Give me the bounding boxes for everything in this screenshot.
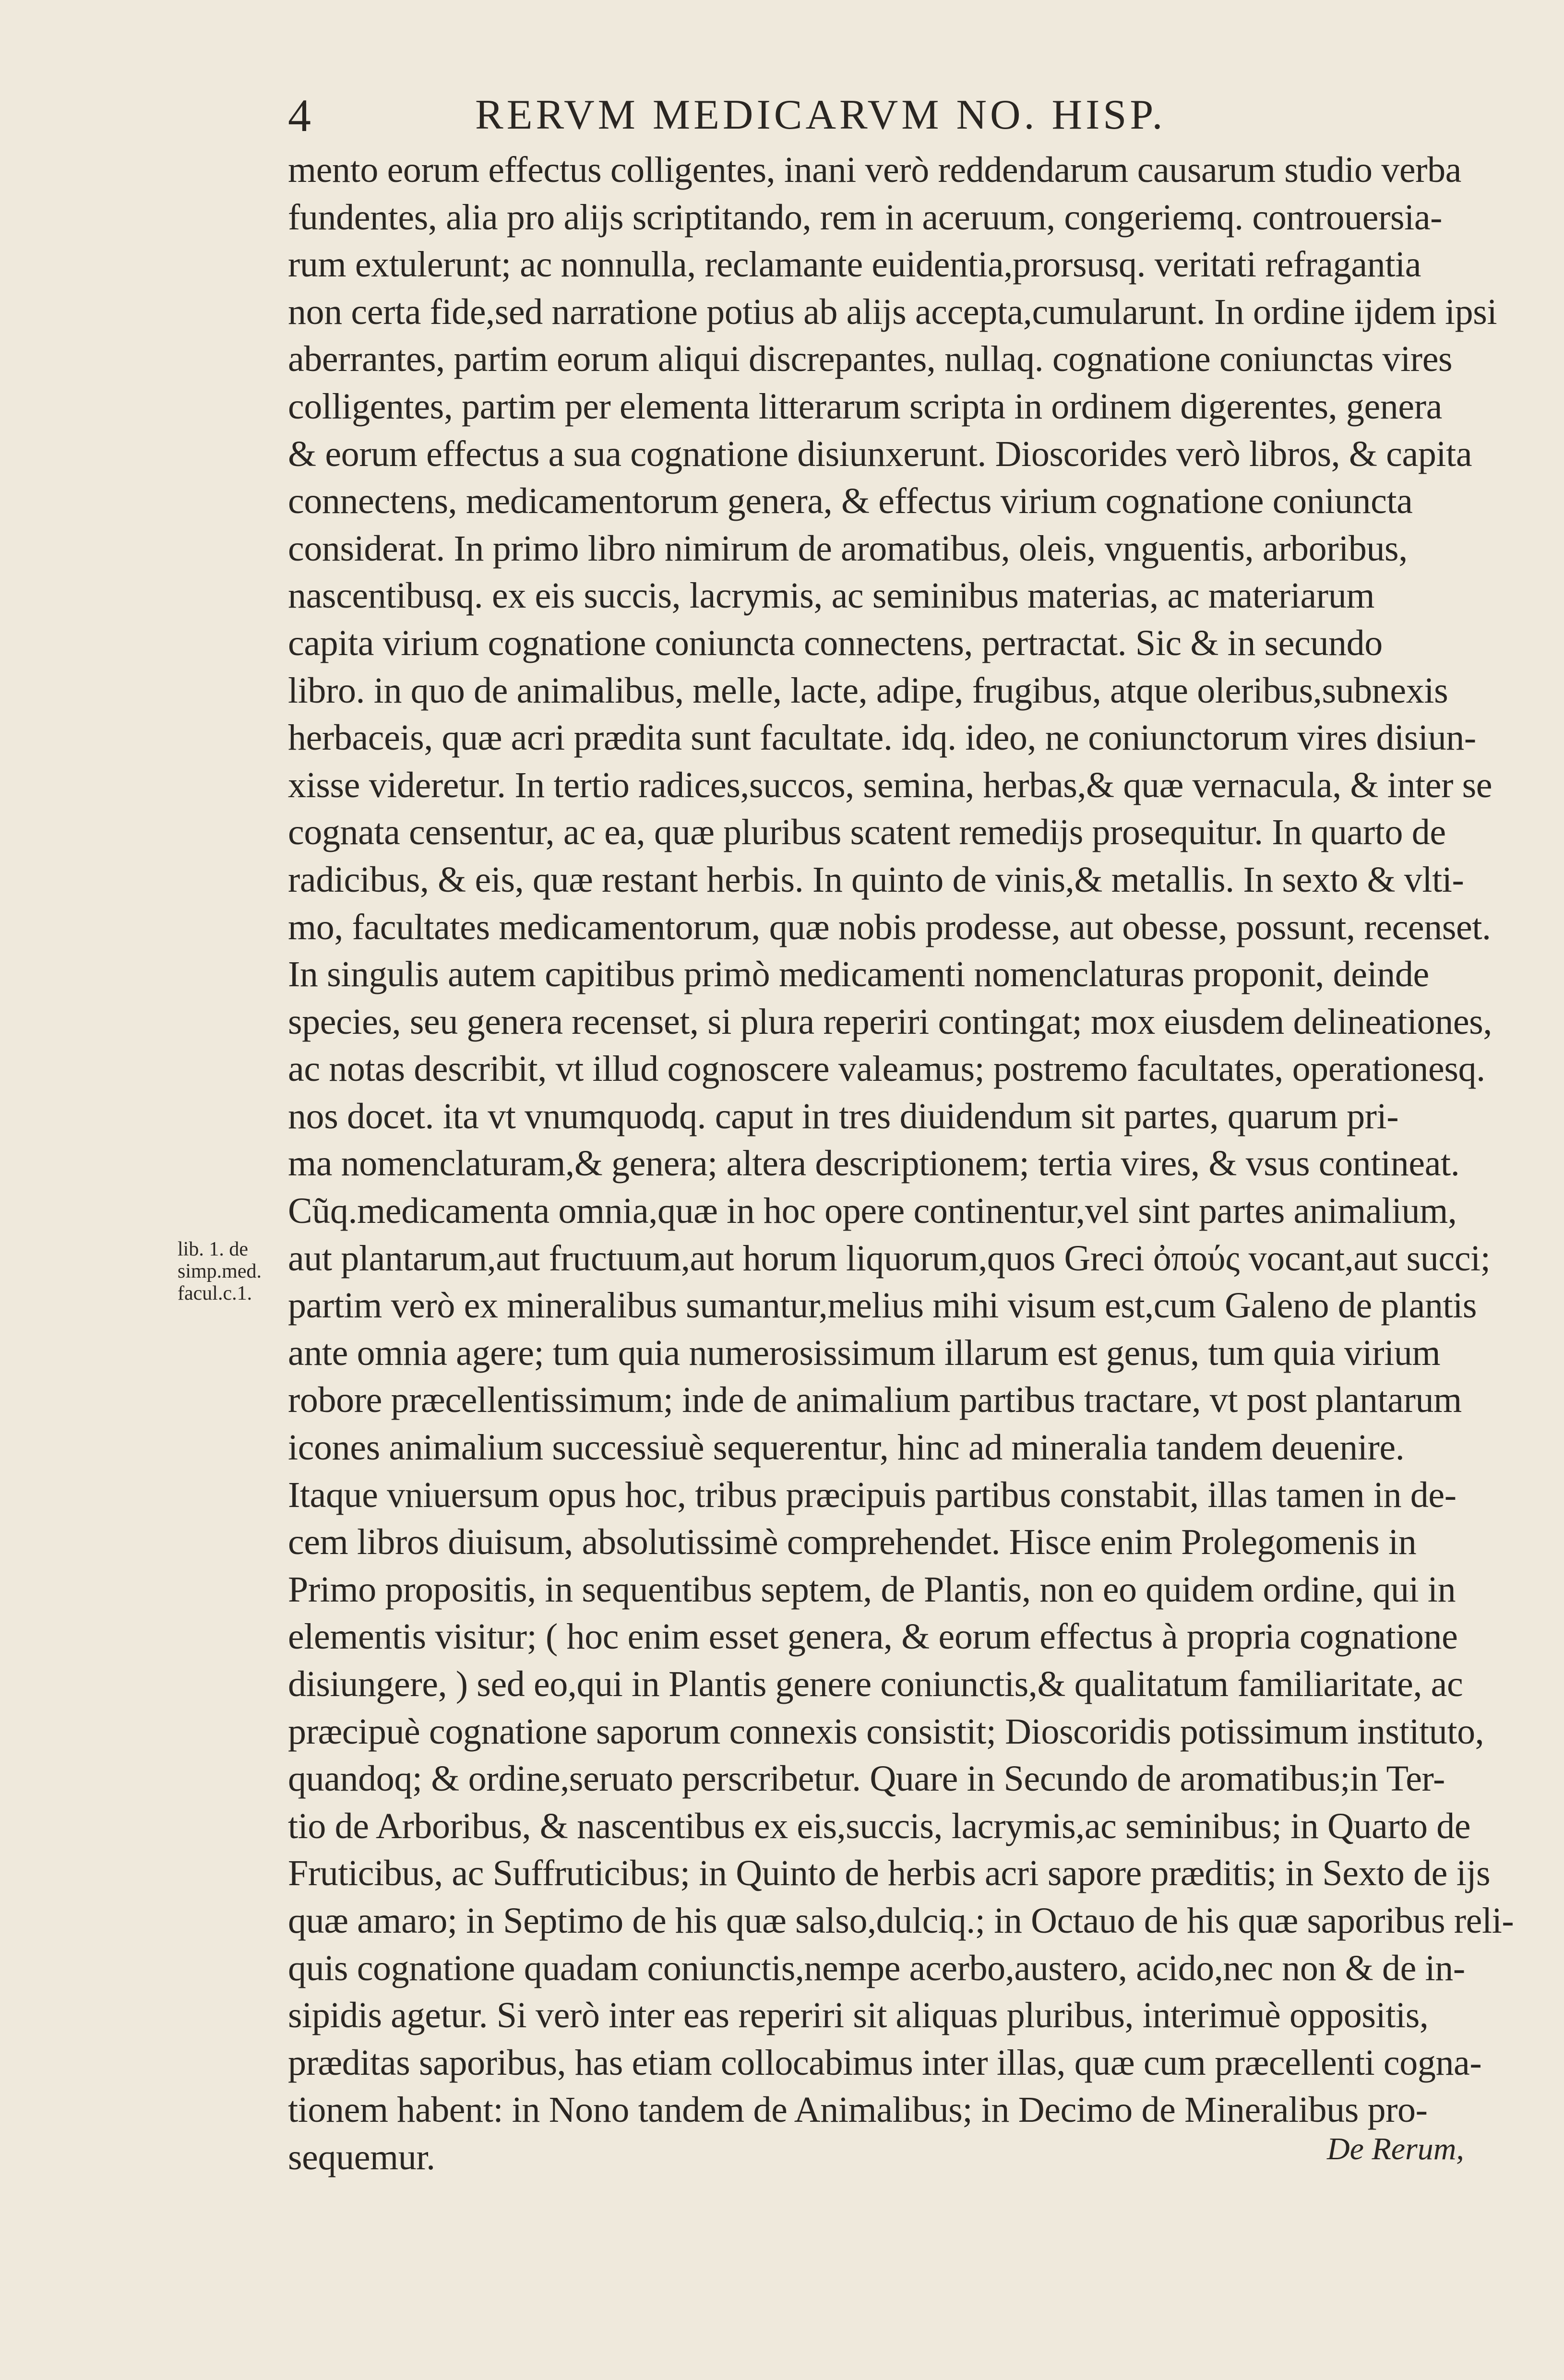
- text-line: Itaque vniuersum opus hoc, tribus præcipuis partibus constabit, illas tamen in de-: [288, 1474, 1457, 1515]
- text-line: partim verò ex mineralibus sumantur,melius mihi visum est,cum Galeno de plantis: [288, 1285, 1477, 1326]
- text-line: capita virium cognatione coniuncta connectens, pertractat. Sic & in secundo: [288, 622, 1383, 663]
- text-line: colligentes, partim per elementa litterarum scripta in ordinem digerentes, genera: [288, 386, 1442, 427]
- page-number: 4: [288, 90, 314, 141]
- margin-note-line: simp.med.: [178, 1260, 262, 1282]
- text-line: xisse videretur. In tertio radices,succos, semina, herbas,& quæ vernacula, & inter se: [288, 765, 1492, 805]
- text-line: quæ amaro; in Septimo de his quæ salso,dulciq.; in Octauo de his quæ saporibus reli-: [288, 1900, 1514, 1941]
- text-line: mento eorum effectus colligentes, inani verò reddendarum causarum studio verba: [288, 150, 1461, 190]
- text-line: non certa fide,sed narratione potius ab alijs accepta,cumularunt. In ordine ijdem ipsi: [288, 291, 1497, 332]
- text-line: & eorum effectus a sua cognatione disiunxerunt. Dioscorides verò libros, & capita: [288, 433, 1472, 474]
- text-line: icones animalium successiuè sequerentur, hinc ad mineralia tandem deuenire.: [288, 1427, 1405, 1468]
- text-line: aberrantes, partim eorum aliqui discrepantes, nullaq. cognatione coniunctas vires: [288, 339, 1453, 380]
- text-line: species, seu genera recenset, si plura reperiri contingat; mox eiusdem delineationes,: [288, 1001, 1492, 1042]
- running-head: [288, 89, 1425, 151]
- text-line: mo, facultates medicamentorum, quæ nobis prodesse, aut obesse, possunt, recenset.: [288, 907, 1491, 947]
- text-line: cem libros diuisum, absolutissimè comprehendet. Hisce enim Prolegomenis in: [288, 1522, 1417, 1563]
- catchword: De Rerum,: [1327, 2131, 1464, 2166]
- text-line: aut plantarum,aut fructuum,aut horum liquorum,quos Greci ὀπούς vocant,aut succi;: [288, 1238, 1491, 1279]
- text-line: fundentes, alia pro alijs scriptitando, rem in aceruum, congeriemq. controuersia-: [288, 197, 1443, 238]
- running-title: RERVM MEDICARVM NO. HISP.: [475, 92, 1166, 138]
- text-line: disiungere, ) sed eo,qui in Plantis genere coniunctis,& qualitatum familiaritate, ac: [288, 1664, 1463, 1704]
- text-line: præcipuè cognatione saporum connexis consistit; Dioscoridis potissimum instituto,: [288, 1711, 1484, 1752]
- text-line: Cũq.medicamenta omnia,quæ in hoc opere continentur,vel sint partes animalium,: [288, 1191, 1457, 1232]
- text-line: sequemur.: [288, 2137, 435, 2177]
- text-line: Primo propositis, in sequentibus septem, de Plantis, non eo quidem ordine, qui in: [288, 1569, 1456, 1610]
- text-line: ma nomenclaturam,& genera; altera descriptionem; tertia vires, & vsus contineat.: [288, 1143, 1460, 1184]
- text-line: In singulis autem capitibus primò medicamenti nomenclaturas proponit, deinde: [288, 954, 1429, 995]
- margin-note: [178, 1238, 288, 1304]
- text-line: elementis visitur; ( hoc enim esset genera, & eorum effectus à propria cognatione: [288, 1616, 1458, 1657]
- text-line: tionem habent: in Nono tandem de Animalibus; in Decimo de Mineralibus pro-: [288, 2090, 1428, 2130]
- text-line: nos docet. ita vt vnumquodq. caput in tres diuidendum sit partes, quarum pri-: [288, 1096, 1399, 1136]
- text-line: cognata censentur, ac ea, quæ pluribus scatent remedijs prosequitur. In quarto de: [288, 812, 1446, 853]
- text-line: quandoq; & ordine,seruato perscribetur. Quare in Secundo de aromatibus;in Ter-: [288, 1758, 1445, 1799]
- text-line: sipidis agetur. Si verò inter eas reperiri sit aliquas pluribus, interimuè oppositis,: [288, 1995, 1429, 2036]
- margin-note-line: lib. 1. de: [178, 1238, 248, 1260]
- text-line: Fruticibus, ac Suffruticibus; in Quinto de herbis acri sapore præditis; in Sexto de ijs: [288, 1853, 1491, 1894]
- text-line: ac notas describit, vt illud cognoscere valeamus; postremo facultates, operationesq.: [288, 1049, 1485, 1089]
- text-line: connectens, medicamentorum genera, & effectus virium cognatione coniuncta: [288, 481, 1413, 522]
- text-line: nascentibusq. ex eis succis, lacrymis, ac seminibus materias, ac materiarum: [288, 575, 1375, 616]
- text-line: considerat. In primo libro nimirum de aromatibus, oleis, vnguentis, arboribus,: [288, 528, 1408, 569]
- text-line: rum extulerunt; ac nonnulla, reclamante euidentia,prorsusq. veritati refragantia: [288, 244, 1421, 285]
- text-line: quis cognatione quadam coniunctis,nempe acerbo,austero, acido,nec non & de in-: [288, 1948, 1465, 1988]
- text-line: herbaceis, quæ acri prædita sunt facultate. idq. ideo, ne coniunctorum vires disiun-: [288, 718, 1476, 758]
- body-text: [288, 146, 1555, 2181]
- text-line: robore præcellentissimum; inde de animalium partibus tractare, vt post plantarum: [288, 1380, 1462, 1421]
- text-line: radicibus, & eis, quæ restant herbis. In quinto de vinis,& metallis. In sexto & vlti-: [288, 859, 1464, 900]
- text-line: præditas saporibus, has etiam collocabimus inter illas, quæ cum præcellenti cogna-: [288, 2042, 1482, 2083]
- text-line: ante omnia agere; tum quia numerosissimum illarum est genus, tum quia virium: [288, 1332, 1441, 1373]
- text-line: libro. in quo de animalibus, melle, lacte, adipe, frugibus, atque oleribus,subnexis: [288, 670, 1448, 711]
- margin-note-line: facul.c.1.: [178, 1282, 252, 1304]
- text-line: tio de Arboribus, & nascentibus ex eis,succis, lacrymis,ac seminibus; in Quarto de: [288, 1806, 1471, 1846]
